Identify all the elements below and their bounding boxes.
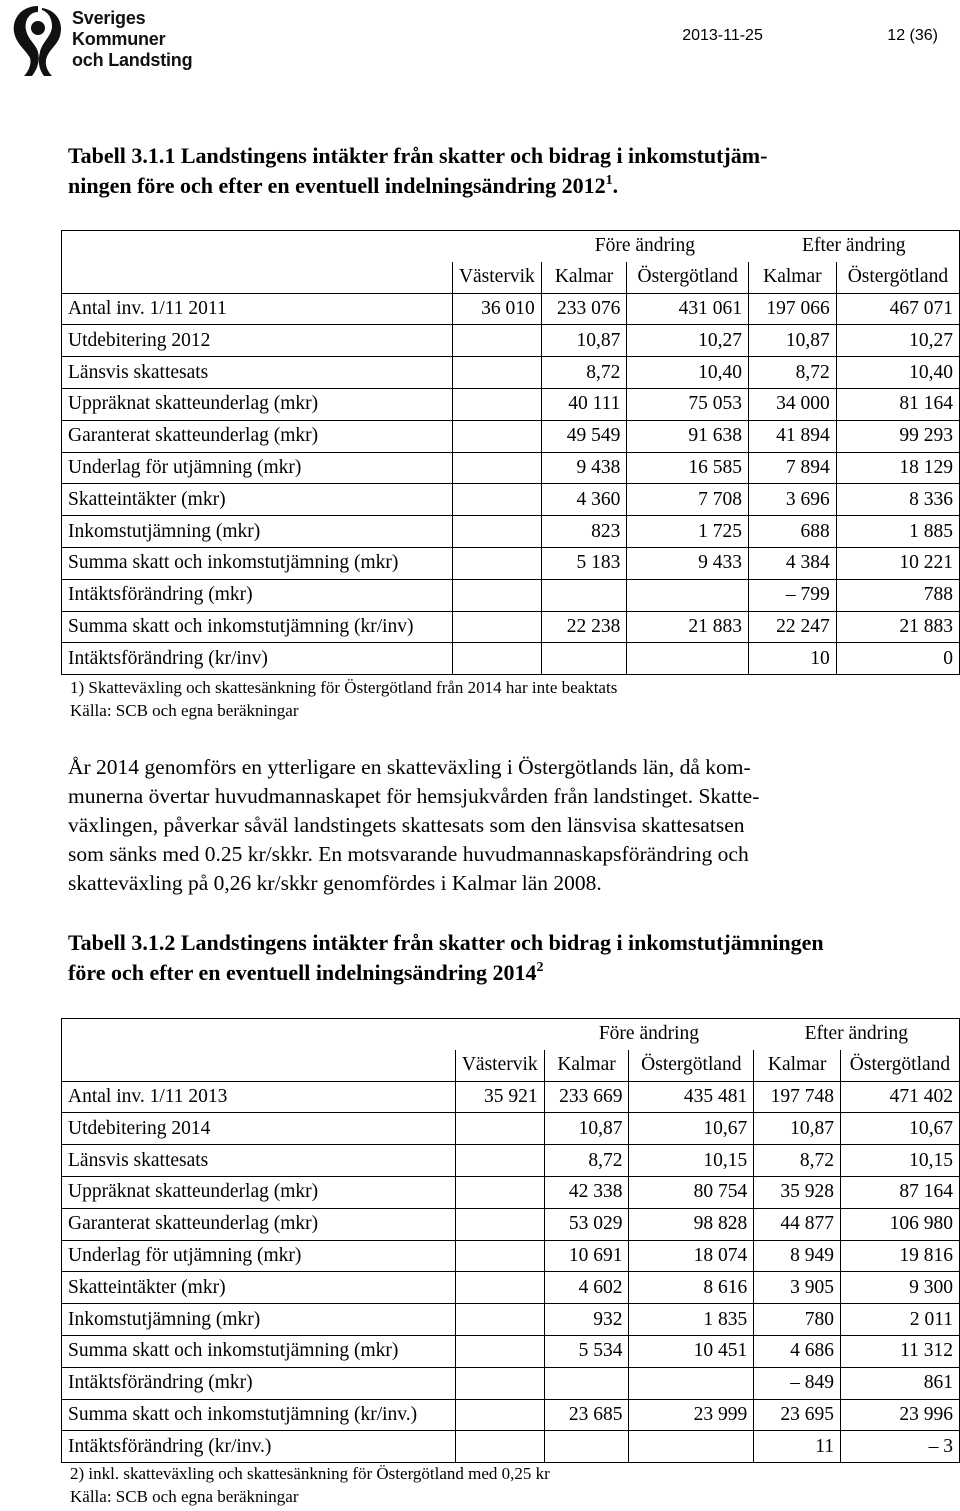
table-cell: 36 010 (452, 293, 541, 325)
table2-source: Källa: SCB och egna beräkningar (70, 1487, 299, 1506)
table-cell (455, 1431, 544, 1463)
row-label: Antal inv. 1/11 2013 (62, 1081, 456, 1113)
column-header: Kalmar (544, 1050, 629, 1081)
table-cell (544, 1431, 629, 1463)
table-cell: 823 (541, 516, 627, 548)
table-cell (452, 388, 541, 420)
table-cell: 233 076 (541, 293, 627, 325)
table-cell (455, 1272, 544, 1304)
table-cell: 10,67 (840, 1113, 959, 1145)
table-cell: 197 066 (749, 293, 837, 325)
page-number: 12 (36) (887, 27, 938, 44)
document-header-meta (682, 27, 938, 45)
column-header-row (62, 1050, 960, 1081)
header-blank-cell (62, 1050, 456, 1081)
table-cell (541, 643, 627, 675)
column-header: Kalmar (749, 262, 837, 293)
table-cell (452, 547, 541, 579)
row-label: Intäktsförändring (mkr) (62, 579, 453, 611)
table-row (62, 357, 960, 389)
table-cell (455, 1399, 544, 1431)
column-header: Västervik (452, 262, 541, 293)
column-header: Östergötland (836, 262, 959, 293)
table-cell: 8 949 (754, 1240, 841, 1272)
table-cell: 87 164 (840, 1176, 959, 1208)
table-cell: 10,15 (840, 1145, 959, 1177)
table-cell (452, 484, 541, 516)
table-cell: 22 247 (749, 611, 837, 643)
row-label: Uppräknat skatteunderlag (mkr) (62, 1176, 456, 1208)
table-cell: 8 616 (629, 1272, 754, 1304)
table-cell: 80 754 (629, 1176, 754, 1208)
table-cell: 3 905 (754, 1272, 841, 1304)
row-label: Antal inv. 1/11 2011 (62, 293, 453, 325)
table-cell: 9 433 (627, 547, 749, 579)
table-cell: 1 885 (836, 516, 959, 548)
table-cell: 18 074 (629, 1240, 754, 1272)
table-cell: 42 338 (544, 1176, 629, 1208)
row-label: Underlag för utjämning (mkr) (62, 452, 453, 484)
table-cell: 8,72 (749, 357, 837, 389)
group-after-header: Efter ändring (749, 231, 960, 262)
table-cell: 21 883 (627, 611, 749, 643)
column-header: Kalmar (541, 262, 627, 293)
group-header-row (62, 1019, 960, 1050)
table-cell: 10 221 (836, 547, 959, 579)
table-cell: 10,87 (544, 1113, 629, 1145)
org-name: Sveriges Kommuner och Landsting (72, 8, 193, 70)
header-blank-cell (452, 231, 541, 262)
table-cell: 41 894 (749, 420, 837, 452)
row-label: Länsvis skattesats (62, 1145, 456, 1177)
table-cell: 932 (544, 1304, 629, 1336)
table2-body (62, 1019, 960, 1463)
table-cell: 2 011 (840, 1304, 959, 1336)
table-cell: 233 669 (544, 1081, 629, 1113)
row-label: Utdebitering 2014 (62, 1113, 456, 1145)
table-cell (627, 579, 749, 611)
table-cell (452, 579, 541, 611)
table-cell: 34 000 (749, 388, 837, 420)
table-cell (455, 1304, 544, 1336)
table-cell: 8,72 (541, 357, 627, 389)
table-cell: 3 696 (749, 484, 837, 516)
table-cell: 11 (754, 1431, 841, 1463)
table2 (61, 1018, 960, 1463)
column-header: Östergötland (627, 262, 749, 293)
table-row (62, 516, 960, 548)
table-cell: 10,87 (754, 1113, 841, 1145)
column-header: Östergötland (629, 1050, 754, 1081)
header-blank-cell (455, 1019, 544, 1050)
table-cell: 11 312 (840, 1335, 959, 1367)
table-cell: 1 835 (629, 1304, 754, 1336)
table-cell (455, 1145, 544, 1177)
table-cell (455, 1208, 544, 1240)
table-cell: 23 999 (629, 1399, 754, 1431)
table-cell: 19 816 (840, 1240, 959, 1272)
table-cell: 4 360 (541, 484, 627, 516)
table-cell: 10,40 (836, 357, 959, 389)
table-cell: 23 685 (544, 1399, 629, 1431)
table-row (62, 1367, 960, 1399)
table-cell: 780 (754, 1304, 841, 1336)
table-row (62, 1208, 960, 1240)
row-label: Inkomstutjämning (mkr) (62, 1304, 456, 1336)
row-label: Uppräknat skatteunderlag (mkr) (62, 388, 453, 420)
table-cell: – 3 (840, 1431, 959, 1463)
row-label: Intäktsförändring (mkr) (62, 1367, 456, 1399)
table-row (62, 1304, 960, 1336)
group-before-header: Före ändring (541, 231, 748, 262)
row-label: Summa skatt och inkomstutjämning (kr/inv.) (62, 1399, 456, 1431)
table-cell: 8 336 (836, 484, 959, 516)
table-cell: 9 300 (840, 1272, 959, 1304)
table-cell: 98 828 (629, 1208, 754, 1240)
row-label: Utdebitering 2012 (62, 325, 453, 357)
table-cell (452, 611, 541, 643)
table-cell (452, 452, 541, 484)
table-cell: 99 293 (836, 420, 959, 452)
table-cell: 4 384 (749, 547, 837, 579)
table1-source: Källa: SCB och egna beräkningar (70, 701, 299, 720)
table-cell: 23 695 (754, 1399, 841, 1431)
table1-body (62, 231, 960, 675)
column-header: Östergötland (840, 1050, 959, 1081)
table1-footnote: 1) Skatteväxling och skattesänkning för Östergötland från 2014 har inte beaktats (70, 678, 618, 697)
table-row (62, 1272, 960, 1304)
table-cell (541, 579, 627, 611)
table-cell (627, 643, 749, 675)
table-cell: 8,72 (544, 1145, 629, 1177)
table-cell: 7 708 (627, 484, 749, 516)
row-label: Summa skatt och inkomstutjämning (mkr) (62, 1335, 456, 1367)
table-cell: 788 (836, 579, 959, 611)
table-row (62, 1113, 960, 1145)
table1-caption: Tabell 3.1.1 Landstingens intäkter från skatter och bidrag i inkomstutjäm- ningen före och efter en eventuell indelningsändring 2012$^1$. (68, 143, 768, 198)
row-label: Intäktsförändring (kr/inv) (62, 643, 453, 675)
table-row (62, 643, 960, 675)
table-cell (544, 1367, 629, 1399)
table-cell: 4 602 (544, 1272, 629, 1304)
table-cell: 21 883 (836, 611, 959, 643)
table2-caption: Tabell 3.1.2 Landstingens intäkter från skatter och bidrag i inkomstutjämningen före och efter en eventuell indelningsändring 2014$^2$ (68, 930, 824, 985)
table-cell: 4 686 (754, 1335, 841, 1367)
row-label: Summa skatt och inkomstutjämning (kr/inv) (62, 611, 453, 643)
table-cell: 75 053 (627, 388, 749, 420)
row-label: Skatteintäkter (mkr) (62, 1272, 456, 1304)
table-cell: 10,40 (627, 357, 749, 389)
table-row (62, 1431, 960, 1463)
table-cell: 23 996 (840, 1399, 959, 1431)
table-cell (455, 1176, 544, 1208)
table-row (62, 547, 960, 579)
row-label: Garanterat skatteunderlag (mkr) (62, 420, 453, 452)
table-cell: 44 877 (754, 1208, 841, 1240)
table-row (62, 611, 960, 643)
table-cell (455, 1240, 544, 1272)
table-cell (452, 516, 541, 548)
table-cell: 10 451 (629, 1335, 754, 1367)
table-cell: 35 928 (754, 1176, 841, 1208)
table-cell (455, 1335, 544, 1367)
table-cell: 5 534 (544, 1335, 629, 1367)
table-cell: 16 585 (627, 452, 749, 484)
table-cell: 35 921 (455, 1081, 544, 1113)
table-cell (452, 420, 541, 452)
table-cell: 431 061 (627, 293, 749, 325)
table-cell (452, 357, 541, 389)
table-cell: 10,27 (627, 325, 749, 357)
table-cell (629, 1431, 754, 1463)
table-cell: 467 071 (836, 293, 959, 325)
table-row (62, 1081, 960, 1113)
row-label: Summa skatt och inkomstutjämning (mkr) (62, 547, 453, 579)
table-cell: 0 (836, 643, 959, 675)
table-cell: 53 029 (544, 1208, 629, 1240)
table-row (62, 293, 960, 325)
table-cell: 10,87 (749, 325, 837, 357)
table-row (62, 1240, 960, 1272)
table-cell: 10,87 (541, 325, 627, 357)
table-cell (452, 325, 541, 357)
row-label: Intäktsförändring (kr/inv.) (62, 1431, 456, 1463)
table-row (62, 484, 960, 516)
table-cell: 1 725 (627, 516, 749, 548)
table-cell: 10,67 (629, 1113, 754, 1145)
table-cell (629, 1367, 754, 1399)
row-label: Underlag för utjämning (mkr) (62, 1240, 456, 1272)
header-blank-cell (62, 231, 453, 262)
table-cell: 10,27 (836, 325, 959, 357)
table1 (61, 230, 960, 675)
group-after-header: Efter ändring (754, 1019, 960, 1050)
table-cell: 197 748 (754, 1081, 841, 1113)
column-header: Västervik (455, 1050, 544, 1081)
table-cell: 5 183 (541, 547, 627, 579)
row-label: Inkomstutjämning (mkr) (62, 516, 453, 548)
group-header-row (62, 231, 960, 262)
table-cell: 10 (749, 643, 837, 675)
document-date: 2013-11-25 (682, 27, 763, 44)
table-cell: 22 238 (541, 611, 627, 643)
table-row (62, 1335, 960, 1367)
table-cell: 861 (840, 1367, 959, 1399)
table-cell (455, 1113, 544, 1145)
table-row (62, 420, 960, 452)
table-row (62, 388, 960, 420)
table-cell: – 799 (749, 579, 837, 611)
table-cell: 7 894 (749, 452, 837, 484)
row-label: Skatteintäkter (mkr) (62, 484, 453, 516)
table-row (62, 1176, 960, 1208)
skl-logo (8, 2, 193, 78)
table-cell: – 849 (754, 1367, 841, 1399)
table2-footnote: 2) inkl. skatteväxling och skattesänkning för Östergötland med 0,25 kr (70, 1464, 550, 1483)
table-cell: 9 438 (541, 452, 627, 484)
table-row (62, 325, 960, 357)
header-blank-cell (62, 1019, 456, 1050)
table-cell: 10 691 (544, 1240, 629, 1272)
row-label: Garanterat skatteunderlag (mkr) (62, 1208, 456, 1240)
table-row (62, 452, 960, 484)
table-cell: 688 (749, 516, 837, 548)
table-cell: 8,72 (754, 1145, 841, 1177)
row-label: Länsvis skattesats (62, 357, 453, 389)
table-cell: 471 402 (840, 1081, 959, 1113)
table-cell: 10,15 (629, 1145, 754, 1177)
table-row (62, 1399, 960, 1431)
table-cell (452, 643, 541, 675)
table-cell: 18 129 (836, 452, 959, 484)
table-cell: 91 638 (627, 420, 749, 452)
skl-emblem-icon (8, 2, 68, 78)
column-header-row (62, 262, 960, 293)
table-cell (455, 1367, 544, 1399)
table-row (62, 1145, 960, 1177)
body-paragraph: År 2014 genomförs en ytterligare en skatteväxling i Östergötlands län, då kom- munerna övertar huvudmannaskapet för hemsjukvården från landstinget. Skatte- växlingen, påverkar såväl landstingets skattesats som den länsvisa skattesatsen som sänks med 0.25 kr/skkr. En motsvarande huvudmannaskapsförändring och skatteväxling på 0,26 kr/skkr genomfördes i Kalmar län 2008. (68, 755, 760, 895)
table-cell: 435 481 (629, 1081, 754, 1113)
table-row (62, 579, 960, 611)
header-blank-cell (62, 262, 453, 293)
table-cell: 40 111 (541, 388, 627, 420)
table-cell: 81 164 (836, 388, 959, 420)
table-cell: 49 549 (541, 420, 627, 452)
table-cell: 106 980 (840, 1208, 959, 1240)
group-before-header: Före ändring (544, 1019, 754, 1050)
column-header: Kalmar (754, 1050, 841, 1081)
